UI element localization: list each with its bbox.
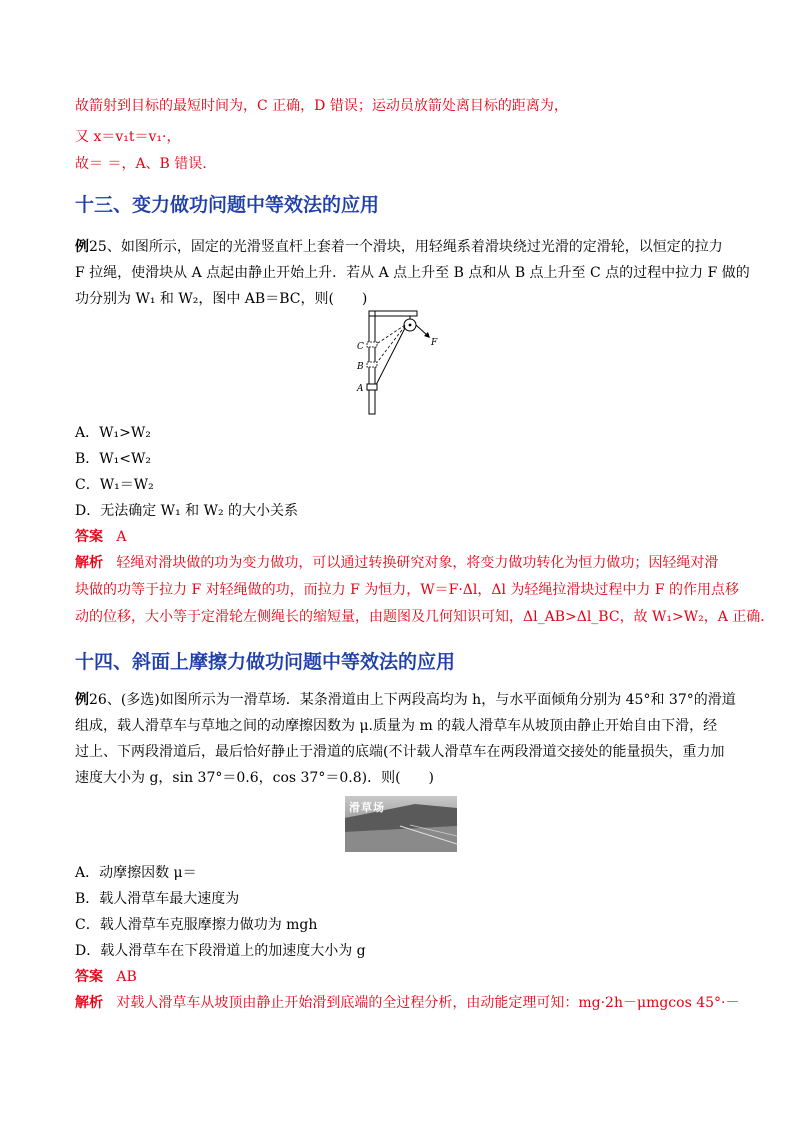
rope-to-b xyxy=(375,326,405,365)
analysis-25-line-2: 块做的功等于拉力 F 对轻绳做的功，而拉力 F 为恒力，W＝F·Δl，Δl 为轻绳拉滑块过程中力 F 的作用点移 xyxy=(75,582,740,598)
analysis-25-line-3: 动的位移，大小等于定滑轮左侧绳长的缩短量，由题图及几何知识可知，Δl_AB>Δl_BC，故 W₁>W₂，A 正确． xyxy=(75,609,775,625)
option-b-25: B．W₁<W₂ xyxy=(75,451,152,467)
analysis-25-line-1 xyxy=(75,553,718,573)
answer-label: 答案 xyxy=(75,969,103,985)
top-line-1: 故箭射到目标的最短时间为，C 正确，D 错误；运动员放箭处离目标的距离为， xyxy=(75,98,568,114)
slider-b xyxy=(367,362,377,367)
option-c-25: C．W₁＝W₂ xyxy=(75,477,154,493)
label-f: F xyxy=(431,338,438,348)
option-d-25: D．无法确定 W₁ 和 W₂ 的大小关系 xyxy=(75,503,299,519)
section-13-title: 十三、变力做功问题中等效法的应用 xyxy=(75,194,380,216)
rope-to-a xyxy=(375,328,405,387)
label-a: A xyxy=(357,384,364,394)
answer-25 xyxy=(75,527,126,547)
example-26-line-1 xyxy=(75,690,736,710)
pulley-figure xyxy=(355,308,445,416)
section-14-title: 十四、斜面上摩擦力做功问题中等效法的应用 xyxy=(75,651,456,673)
example-25-line-1 xyxy=(75,237,723,257)
slider-a xyxy=(367,384,377,390)
analysis-26-text-1: 对载人滑草车从坡顶由静止开始滑到底端的全过程分析，由动能定理可知：mg·2h－μmgcos 45°·－ xyxy=(116,995,740,1011)
top-line-3: 故＝ ＝，A、B 错误. xyxy=(75,156,207,172)
example-26-line-2: 组成，载人滑草车与草地之间的动摩擦因数为 μ.质量为 m 的载人滑草车从坡顶由静止开始自由下滑，经 xyxy=(75,718,718,734)
answer-value: A xyxy=(116,529,127,545)
slider-c xyxy=(367,342,377,347)
example-25-line-3: 功分别为 W₁ 和 W₂，图中 AB＝BC，则( ) xyxy=(75,291,368,307)
analysis-26-line-1 xyxy=(75,993,739,1013)
label-b: B xyxy=(357,362,364,372)
label-c: C xyxy=(357,342,364,352)
answer-label: 答案 xyxy=(75,529,103,545)
example-26-line-3: 过上、下两段滑道后，最后恰好静止于滑道的底端(不计载人滑草车在两段滑道交接处的能量损失，重力加 xyxy=(75,744,725,760)
answer-26 xyxy=(75,967,137,987)
answer-value: AB xyxy=(116,969,137,985)
example-26-line-4: 速度大小为 g，sin 37°＝0.6，cos 37°＝0.8)．则( ) xyxy=(75,770,434,786)
top-line-2: 又 x＝v₁t＝v₁·， xyxy=(75,129,181,145)
option-d-26: D．载人滑草车在下段滑道上的加速度大小为 g xyxy=(75,943,366,959)
option-b-26: B．载人滑草车最大速度为 xyxy=(75,891,240,907)
analysis-label: 解析 xyxy=(75,555,103,571)
option-c-26: C．载人滑草车克服摩擦力做功为 mgh xyxy=(75,917,318,933)
photo-sign-text: 滑草场 xyxy=(349,801,385,814)
pulley-axle xyxy=(409,324,412,327)
option-a-25: A．W₁>W₂ xyxy=(75,425,151,441)
rope-to-c xyxy=(375,325,405,345)
example-26-text-1: 26、(多选)如图所示为一滑草场．某条滑道由上下两段高均为 h，与水平面倾角分别为 45°和 37°的滑道 xyxy=(89,692,736,708)
example-label: 例 xyxy=(75,692,89,708)
pulley-bracket xyxy=(369,311,417,316)
example-label: 例 xyxy=(75,239,89,255)
example-25-text-1: 25、如图所示，固定的光滑竖直杆上套着一个滑块，用轻绳系着滑块绕过光滑的定滑轮，以恒定的拉力 xyxy=(89,239,723,255)
grass-slide-photo xyxy=(345,796,457,852)
analysis-label: 解析 xyxy=(75,995,103,1011)
option-a-26: A．动摩擦因数 μ＝ xyxy=(75,865,197,881)
analysis-25-text-1: 轻绳对滑块做的功为变力做功，可以通过转换研究对象，将变力做功转化为恒力做功；因轻绳对滑 xyxy=(116,555,719,571)
example-25-line-2: F 拉绳，使滑块从 A 点起由静止开始上升．若从 A 点上升至 B 点和从 B 点上升至 C 点的过程中拉力 F 做的 xyxy=(75,265,750,281)
